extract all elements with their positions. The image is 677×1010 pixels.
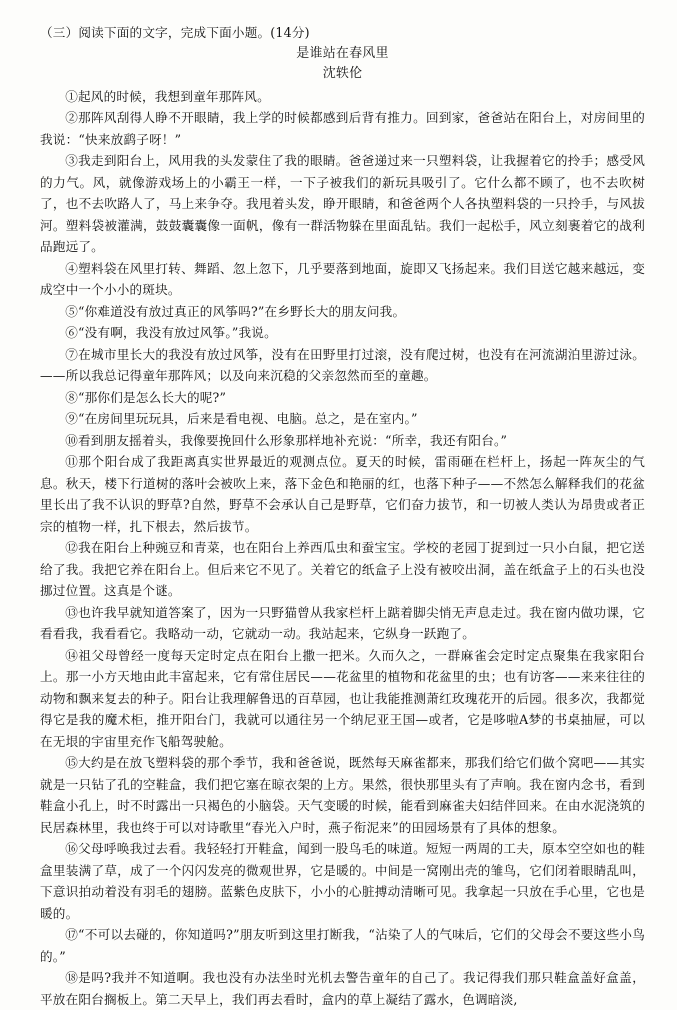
paragraph-5: ⑤“你难道没有放过真正的风筝吗?”在乡野长大的朋友问我。 <box>40 301 645 323</box>
article-body <box>40 86 645 1010</box>
paragraph-2: ②那阵风刮得人睁不开眼睛，我上学的时候都感到后背有推力。回到家，爸爸站在阳台上，对房间里的我说：“快来放鹞子呀！” <box>40 107 645 150</box>
paragraph-4: ④塑料袋在风里打转、舞蹈、忽上忽下，几乎要落到地面，旋即又飞扬起来。我们目送它越来越远，变成空中一个小小的斑块。 <box>40 258 645 301</box>
article-author: 沈轶伦 <box>40 64 645 84</box>
paragraph-7: ⑦在城市里长大的我没有放过风筝，没有在田野里打过滚，没有爬过树，也没有在河流湖泊里游过泳。——所以我总记得童年那阵风；以及向来沉稳的父亲忽然而至的童趣。 <box>40 344 645 387</box>
article-title: 是谁站在春风里 <box>40 44 645 64</box>
paragraph-11: ⑪那个阳台成了我距离真实世界最近的观测点位。夏天的时候，雷雨砸在栏杆上，扬起一阵灰尘的气息。秋天，楼下行道树的落叶会被吹上来，落下金色和艳丽的红，也落下种子——不然怎么解释我们的花盆里长出了我不认识的野草?自然，野草不会承认自己是野草，它们奋力拔节，和一切被人类认为昂贵或者正宗的植物一样，扎下根去，然后拔节。 <box>40 451 645 537</box>
paragraph-9: ⑨“在房间里玩玩具，后来是看电视、电脑。总之，是在室内。” <box>40 408 645 430</box>
question-heading: （三）阅读下面的文字，完成下面小题。(14分) <box>40 22 645 44</box>
paragraph-12: ⑫我在阳台上种豌豆和青菜，也在阳台上养西瓜虫和蚕宝宝。学校的老园丁捉到过一只小白鼠，把它送给了我。我把它养在阳台上。但后来它不见了。关着它的纸盒子上没有被咬出洞，盖在纸盒子上的石头也没挪过位置。这真是个谜。 <box>40 537 645 602</box>
paragraph-1: ①起风的时候，我想到童年那阵风。 <box>40 86 645 108</box>
paragraph-16: ⑯父母呼唤我过去看。我轻轻打开鞋盒，闻到一股鸟毛的味道。短短一两周的工夫，原本空空如也的鞋盒里装满了草，成了一个闪闪发亮的微观世界，它是暖的。中间是一窝刚出壳的雏鸟，它们闭着眼睛乱叫，下意识拍动着没有羽毛的翅膀。蓝紫色皮肤下，小小的心脏搏动清晰可见。我拿起一只放在手心里，它也是暖的。 <box>40 838 645 924</box>
paragraph-14: ⑭祖父母曾经一度每天定时定点在阳台上撒一把米。久而久之，一群麻雀会定时定点聚集在我家阳台上。那一小方天地由此丰富起来，它有常住居民——花盆里的植物和花盆里的虫；也有访客——来来往往的动物和飘来复去的种子。阳台让我理解鲁迅的百草园，也让我能推测萧红玫瑰花开的后园。很多次，我都觉得它是我的魔术柜，推开阳台门，我就可以通往另一个纳尼亚王国—或者，它是哆啦A梦的书桌抽屉，可以在无垠的宇宙里充作飞船驾驶舱。 <box>40 645 645 753</box>
paragraph-15: ⑮大约是在放飞塑料袋的那个季节，我和爸爸说，既然每天麻雀都来，那我们给它们做个窝吧——其实就是一只钻了孔的空鞋盒，我们把它塞在晾衣架的上方。果然，很快那里头有了声响。我在窗内念书，看到鞋盒小孔上，时不时露出一只褐色的小脑袋。天气变暖的时候，能看到麻雀夫妇结伴回来。在由水泥浇筑的民居森林里，我也终于可以对诗歌里“春光入户时，燕子衔泥来”的田园场景有了具体的想象。 <box>40 752 645 838</box>
paragraph-6: ⑥“没有啊，我没有放过风筝。”我说。 <box>40 322 645 344</box>
paragraph-8: ⑧“那你们是怎么长大的呢?” <box>40 387 645 409</box>
paragraph-13: ⑬也许我早就知道答案了，因为一只野猫曾从我家栏杆上踮着脚尖悄无声息走过。我在窗内做功课，它看看我，我看看它。我略动一动，它就动一动。我站起来，它纵身一跃跑了。 <box>40 602 645 645</box>
paragraph-17: ⑰“不可以去碰的，你知道吗?”朋友听到这里打断我，“沾染了人的气味后，它们的父母会不要这些小鸟的。” <box>40 924 645 967</box>
paragraph-3: ③我走到阳台上，风用我的头发蒙住了我的眼睛。爸爸递过来一只塑料袋，让我握着它的拎手；感受风的力气。风，就像游戏场上的小霸王一样，一下子被我们的新玩具吸引了。它什么都不顾了，也不去吹树了，也不去吹路人了，马上来争夺。我甩着头发，睁开眼睛，和爸爸两个人各执塑料袋的一只拎手，与风拔河。塑料袋被灌满，鼓鼓囊囊像一面帆，像有一群活物躲在里面乱钻。我们一起松手，风立刻裹着它的战利品跑远了。 <box>40 150 645 258</box>
paragraph-18: ⑱是吗?我并不知道啊。我也没有办法坐时光机去警告童年的自己了。我记得我们那只鞋盒盖好盒盖，平放在阳台搁板上。第二天早上，我们再去看时，盒内的草上凝结了露水，色调暗淡, <box>40 967 645 1010</box>
paragraph-10: ⑩看到朋友摇着头，我像要挽回什么形象那样地补充说：“所幸，我还有阳台。” <box>40 430 645 452</box>
